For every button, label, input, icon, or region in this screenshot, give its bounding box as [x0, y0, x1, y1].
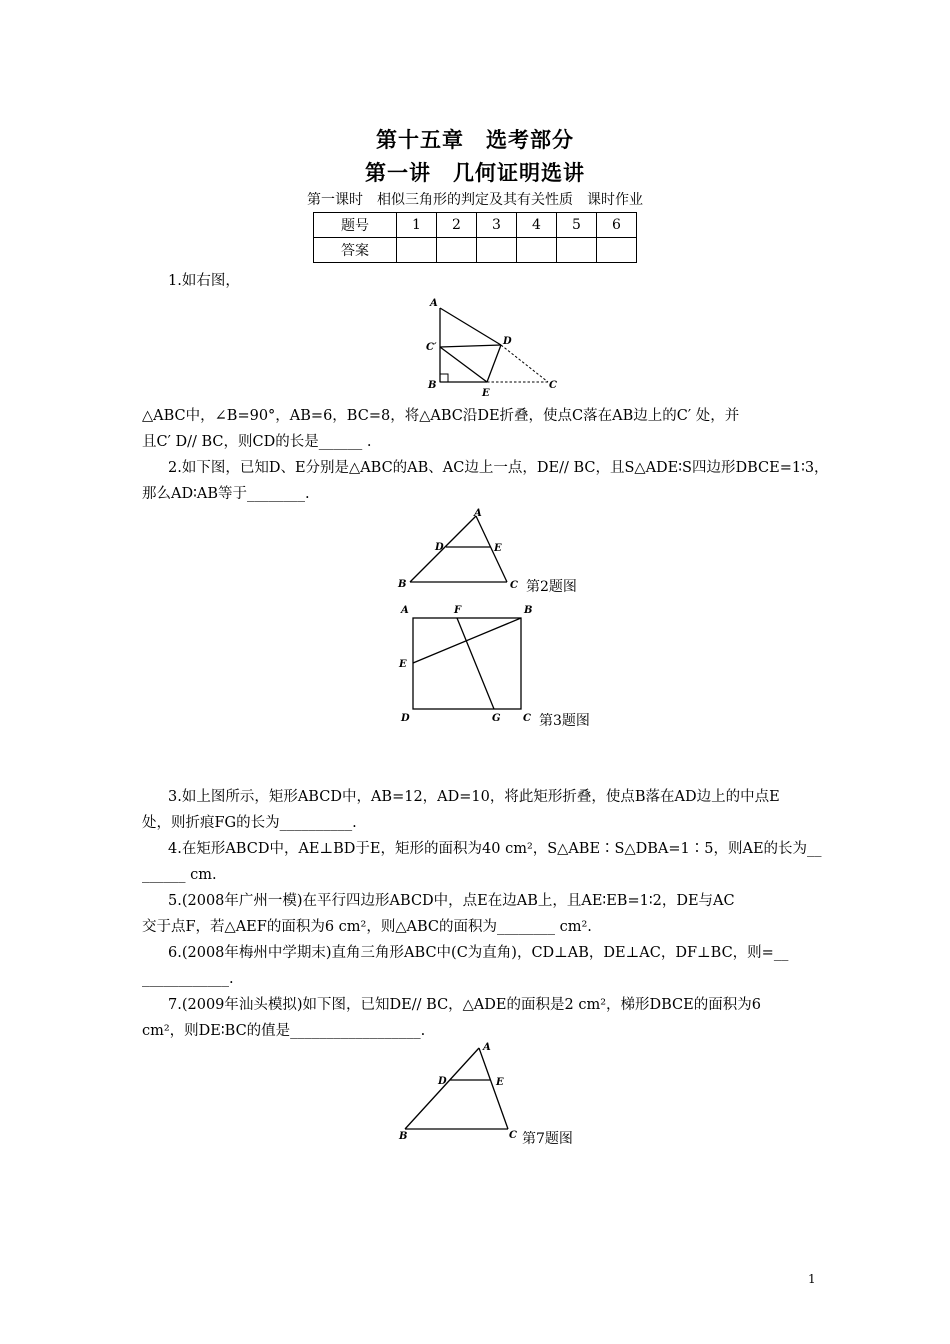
fig1-fold-de	[487, 345, 501, 382]
q5-line2: 交于点F，若△AEF的面积为6 cm²，则△ABC的面积为________ cm².	[142, 919, 592, 935]
figure-3	[395, 602, 540, 727]
fig1-label-d: D	[503, 336, 512, 347]
answer-table-number: 2	[437, 213, 477, 238]
fig3-label-e: E	[399, 659, 407, 670]
answer-table-row-label: 答案	[314, 238, 397, 263]
figure-2	[395, 506, 525, 590]
fig7-label-e: E	[496, 1077, 504, 1088]
fig2-label-a: A	[474, 508, 482, 519]
q6-line1: 6.(2008年梅州中学期末)直角三角形ABC中(C为直角)，CD⊥AB，DE⊥AC，DF⊥BC，则=__	[168, 945, 789, 961]
fig3-label-f: F	[454, 605, 462, 616]
answer-table-number: 4	[517, 213, 557, 238]
fig1-label-e: E	[482, 388, 490, 399]
answer-table-number: 5	[557, 213, 597, 238]
fig1-right-angle-mark	[440, 374, 448, 382]
answer-table-header-row	[314, 213, 637, 238]
fig7-label-b: B	[399, 1131, 408, 1142]
answer-cell[interactable]	[517, 238, 557, 263]
fig2-label-b: B	[398, 579, 407, 590]
q7-line2: cm²，则DE∶BC的值是__________________.	[142, 1023, 426, 1039]
answer-table	[313, 212, 637, 263]
q6-line2: ____________.	[142, 971, 234, 987]
answer-table-row-label: 题号	[314, 213, 397, 238]
q1-line1: △ABC中，∠B=90°，AB=6，BC=8，将△ABC沿DE折叠，使点C落在AB边上的C′ 处，并	[142, 408, 740, 424]
fig3-rectangle	[413, 618, 521, 709]
answer-cell[interactable]	[437, 238, 477, 263]
fig2-label-c: C	[510, 580, 518, 590]
lecture-title: 第一讲 几何证明选讲	[365, 160, 585, 185]
figure-7	[395, 1040, 525, 1144]
answer-table-number: 3	[477, 213, 517, 238]
lesson-subtitle: 第一课时 相似三角形的判定及其有关性质 课时作业	[307, 192, 643, 208]
answer-cell[interactable]	[557, 238, 597, 263]
q2-line2: 那么AD∶AB等于________.	[142, 486, 310, 502]
q7-line1: 7.(2009年汕头模拟)如下图，已知DE// BC，△ADE的面积是2 cm²，梯形DBCE的面积为6	[168, 997, 761, 1013]
q4-line2: ______ cm.	[142, 867, 217, 883]
fig3-label-d: D	[401, 713, 410, 724]
fig3-label-a: A	[401, 605, 409, 616]
fig1-segment-cpd	[440, 345, 501, 347]
chapter-title: 第十五章 选考部分	[376, 127, 574, 152]
fig1-label-a: A	[430, 298, 438, 309]
q5-line1: 5.(2008年广州一模)在平行四边形ABCD中，点E在边AB上，且AE∶EB=1∶2，DE与AC	[168, 893, 735, 909]
figure-1	[420, 292, 570, 402]
fig1-side-ad	[440, 308, 501, 345]
q3-line1: 3.如上图所示，矩形ABCD中，AB=12，AD=10，将此矩形折叠，使点B落在AD边上的中点E	[168, 789, 780, 805]
fig2-label-d: D	[435, 542, 444, 553]
q2-line1: 2.如下图，已知D、E分别是△ABC的AB、AC边上一点，DE// BC，且S△ADE∶S四边形DBCE=1∶3，	[168, 460, 829, 476]
fig7-side-ac	[479, 1048, 508, 1129]
fig3-label-c: C	[523, 713, 531, 724]
fig1-segment-cpe	[440, 347, 487, 382]
answer-table-number: 1	[397, 213, 437, 238]
fig3-caption: 第3题图	[539, 713, 590, 729]
fig7-label-c: C	[509, 1130, 517, 1141]
q1-line2: 且C′ D// BC，则CD的长是______ .	[142, 434, 372, 450]
page-number: 1	[808, 1272, 816, 1286]
q3-line2: 处，则折痕FG的长为__________.	[142, 815, 357, 831]
fig7-label-d: D	[438, 1076, 447, 1087]
fig3-label-b: B	[524, 605, 533, 616]
fig2-caption: 第2题图	[526, 579, 577, 595]
fig3-label-g: G	[492, 713, 501, 724]
q4-line1: 4.在矩形ABCD中，AE⊥BD于E，矩形的面积为40 cm²，S△ABE∶S△DBA=1∶5，则AE的长为__	[168, 841, 822, 857]
fig1-label-c: C	[549, 380, 557, 391]
fig7-caption: 第7题图	[522, 1131, 573, 1147]
fig1-label-b: B	[428, 380, 437, 391]
fig2-side-ac	[476, 516, 507, 582]
fig7-side-ab	[405, 1048, 479, 1129]
q1-intro: 1.如右图，	[168, 273, 240, 289]
answer-cell[interactable]	[397, 238, 437, 263]
fig1-label-cprime: C′	[426, 342, 437, 353]
answer-table-number: 6	[597, 213, 637, 238]
answer-cell[interactable]	[477, 238, 517, 263]
fig1-dashed-dc	[501, 345, 548, 382]
answer-table-answer-row	[314, 238, 637, 263]
fig2-label-e: E	[494, 543, 502, 554]
fig7-label-a: A	[483, 1042, 491, 1053]
answer-cell[interactable]	[597, 238, 637, 263]
fig3-segment-eb	[413, 618, 521, 663]
